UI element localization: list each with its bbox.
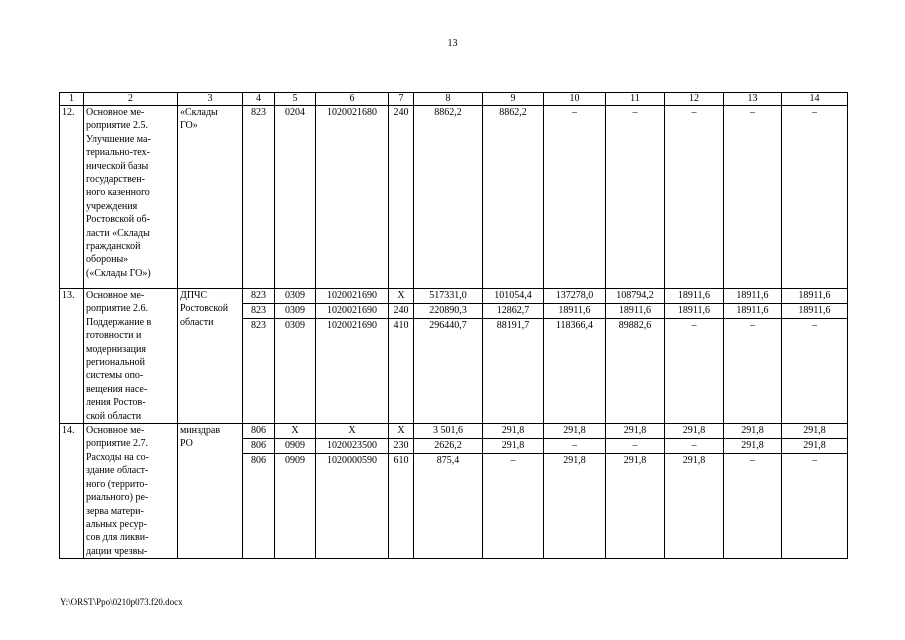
table-cell: – (724, 319, 782, 424)
column-number-header: 1 (60, 93, 84, 106)
table-cell: 18911,6 (544, 304, 606, 319)
table-cell: – (724, 454, 782, 559)
table-cell: 291,8 (724, 424, 782, 439)
table-row (60, 424, 848, 439)
column-number-header: 3 (178, 93, 243, 106)
table-cell: 296440,7 (414, 319, 483, 424)
table-cell: – (724, 106, 782, 289)
table-cell: 12862,7 (483, 304, 544, 319)
executor (178, 424, 243, 559)
executor (178, 106, 243, 289)
activity-name-line: ления Ростов- (86, 397, 146, 409)
table-cell: 806 (243, 454, 275, 559)
activity-name-line: модернизация (86, 343, 146, 355)
executor-line: «Склады (180, 107, 218, 118)
table-cell: – (782, 319, 848, 424)
table-cell: Х (389, 289, 414, 304)
table-cell: 230 (389, 439, 414, 454)
table-cell: 3 501,6 (414, 424, 483, 439)
table-cell: 0309 (275, 319, 316, 424)
column-number-header: 12 (665, 93, 724, 106)
table-cell: 2626,2 (414, 439, 483, 454)
table-cell: 823 (243, 289, 275, 304)
table-cell: 0204 (275, 106, 316, 289)
table-cell: 240 (389, 304, 414, 319)
column-number-header: 10 (544, 93, 606, 106)
table-cell: 291,8 (483, 439, 544, 454)
table-cell: 610 (389, 454, 414, 559)
activity-name-line: ного (террито- (86, 478, 148, 490)
table-cell: 220890,3 (414, 304, 483, 319)
page-number: 13 (447, 38, 458, 49)
table-cell: 1020021690 (316, 319, 389, 424)
activity-name-line: («Склады ГО») (86, 267, 151, 279)
table-cell: 18911,6 (782, 304, 848, 319)
table-cell: 291,8 (782, 439, 848, 454)
column-number-header: 4 (243, 93, 275, 106)
activity-name-line: зерва матери- (86, 505, 144, 517)
activity-name-line: териально-тех- (86, 147, 150, 159)
table-cell: 0909 (275, 454, 316, 559)
budget-table (59, 92, 848, 559)
activity-name (84, 106, 178, 289)
activity-name-line: вещения насе- (86, 383, 148, 395)
column-number-header: 11 (606, 93, 665, 106)
footer-file-path: Y:\ORST\Ppo\0210p073.f20.docx (60, 597, 183, 607)
table-cell: – (606, 106, 665, 289)
table-cell: Х (316, 424, 389, 439)
activity-name (84, 289, 178, 424)
activity-name-line: ской области (86, 410, 142, 422)
table-cell: 18911,6 (724, 304, 782, 319)
table-cell: 291,8 (782, 424, 848, 439)
table-cell: 517331,0 (414, 289, 483, 304)
table-cell: 806 (243, 439, 275, 454)
table-cell: – (665, 319, 724, 424)
table-cell: 18911,6 (665, 289, 724, 304)
activity-name-line: ного казенного (86, 187, 150, 199)
activity-name-line: обороны» (86, 254, 129, 266)
executor-line: ГО» (180, 120, 198, 132)
table-cell: 291,8 (665, 454, 724, 559)
table-cell: 18911,6 (782, 289, 848, 304)
table-cell: 89882,6 (606, 319, 665, 424)
table-cell: 291,8 (724, 439, 782, 454)
table-cell: 1020000590 (316, 454, 389, 559)
table-cell: 137278,0 (544, 289, 606, 304)
table-cell: 88191,7 (483, 319, 544, 424)
activity-name-line: гражданской (86, 241, 141, 253)
activity-name-line: региональной (86, 357, 146, 369)
activity-name-line: роприятие 2.7. (86, 438, 148, 450)
table-cell: 18911,6 (665, 304, 724, 319)
table-cell: 0309 (275, 304, 316, 319)
table-cell: – (606, 439, 665, 454)
table-cell: 108794,2 (606, 289, 665, 304)
row-number: 12. (60, 106, 84, 289)
table-cell: – (544, 439, 606, 454)
row-number: 13. (60, 289, 84, 424)
table-cell: 8862,2 (414, 106, 483, 289)
activity-name-line: Основное ме- (86, 290, 145, 301)
activity-name-line: Основное ме- (86, 425, 145, 437)
column-number-header: 7 (389, 93, 414, 106)
activity-name-line: государствен- (86, 174, 145, 186)
executor-line: ДПЧС (180, 290, 208, 301)
executor-line: минздрав (180, 425, 221, 437)
table-cell: 823 (243, 319, 275, 424)
table-cell: 875,4 (414, 454, 483, 559)
activity-name-line: здание област- (86, 465, 149, 477)
activity-name-line: Основное ме- (86, 107, 145, 118)
column-number-header: 13 (724, 93, 782, 106)
column-number-header: 9 (483, 93, 544, 106)
table-cell: 806 (243, 424, 275, 439)
table-cell: 0909 (275, 439, 316, 454)
table-cell: 291,8 (606, 424, 665, 439)
activity-name (84, 424, 178, 559)
table-cell: 240 (389, 106, 414, 289)
table-cell: – (782, 106, 848, 289)
activity-name-line: дации чрезвы- (86, 545, 148, 557)
executor-line: Ростовской (180, 303, 229, 315)
activity-name-line: Поддержание в (86, 316, 152, 328)
table-cell: Х (389, 424, 414, 439)
column-number-header: 8 (414, 93, 483, 106)
activity-name-line: учреждения (86, 200, 138, 212)
table-cell: 118366,4 (544, 319, 606, 424)
table-cell: 410 (389, 319, 414, 424)
table-cell: 1020023500 (316, 439, 389, 454)
activity-name-line: готовности и (86, 330, 142, 342)
table-cell: 18911,6 (724, 289, 782, 304)
executor (178, 289, 243, 424)
table-cell: 291,8 (544, 454, 606, 559)
activity-name-line: сов для ликви- (86, 532, 149, 544)
table-cell: 291,8 (606, 454, 665, 559)
table-row (60, 106, 848, 289)
activity-name-line: альных ресур- (86, 518, 147, 530)
table-cell: 1020021690 (316, 304, 389, 319)
table-cell: – (665, 439, 724, 454)
table-cell: – (782, 454, 848, 559)
activity-name-line: Расходы на со- (86, 451, 150, 463)
executor-line: РО (180, 438, 193, 450)
table-row (60, 289, 848, 304)
column-number-header: 2 (84, 93, 178, 106)
table-header-row (60, 93, 848, 106)
table-cell: 1020021690 (316, 289, 389, 304)
table-cell: – (483, 454, 544, 559)
table-cell: 823 (243, 106, 275, 289)
activity-name-line: роприятие 2.5. (86, 120, 148, 132)
table-cell: 0309 (275, 289, 316, 304)
activity-name-line: системы опо- (86, 370, 144, 382)
activity-name-line: Ростовской об- (86, 214, 150, 226)
table-cell: 101054,4 (483, 289, 544, 304)
column-number-header: 6 (316, 93, 389, 106)
table-cell: 823 (243, 304, 275, 319)
table-cell: 291,8 (544, 424, 606, 439)
activity-name-line: ласти «Склады (86, 227, 150, 239)
activity-name-line: роприятие 2.6. (86, 303, 148, 315)
executor-line: области (180, 316, 214, 328)
activity-name-line: Улучшение ма- (86, 133, 151, 145)
row-number: 14. (60, 424, 84, 559)
table-cell: 1020021680 (316, 106, 389, 289)
column-number-header: 5 (275, 93, 316, 106)
table-cell: Х (275, 424, 316, 439)
table-cell: – (544, 106, 606, 289)
table-cell: – (665, 106, 724, 289)
table-cell: 291,8 (665, 424, 724, 439)
table-cell: 8862,2 (483, 106, 544, 289)
column-number-header: 14 (782, 93, 848, 106)
table-cell: 291,8 (483, 424, 544, 439)
table-cell: 18911,6 (606, 304, 665, 319)
activity-name-line: нической базы (86, 160, 149, 172)
activity-name-line: риального) ре- (86, 492, 149, 504)
